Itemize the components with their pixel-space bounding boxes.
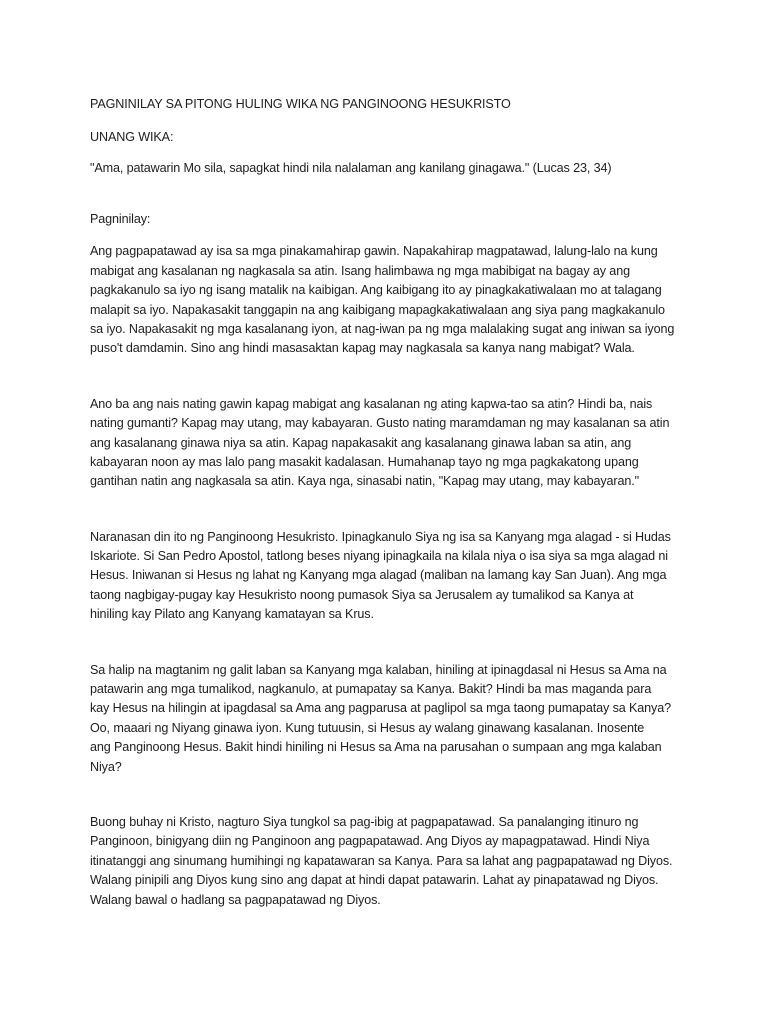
paragraph-line: itinatanggi ang sinumang humihingi ng kapatawaran sa Kanya. Para sa lahat ang pagpapatawad ng Diyos. [90,853,673,868]
paragraph-line: Sa halip na magtanim ng galit laban sa Kanyang mga kalaban, hiniling at ipinagdasal ni Hesus sa Ama na [90,662,667,677]
document-title: PAGNINILAY SA PITONG HULING WIKA NG PANGINOONG HESUKRISTO [90,97,511,111]
paragraph-line: taong nagbigay-pugay kay Hesukristo noong pumasok Siya sa Jerusalem ay tumalikod sa Kanya at [90,587,634,602]
document-body [90,95,690,910]
paragraph-line: nating gumanti? Kapag may utang, may kabayaran. Gusto nating maramdaman ng may kasalanan sa atin [90,416,670,431]
paragraph-line: kay Hesus na hilingin at ipagdasal sa Ama ang pagparusa at paglipol sa mga taong pumapatay sa Kanya? [90,701,672,716]
paragraph-line: Niya? [90,759,122,774]
paragraph-2 [90,395,690,492]
paragraph-4 [90,661,690,777]
paragraph-3 [90,528,690,625]
paragraph-line: Panginoon, binigyang diin ng Panginoon ang pagpapatawad. Ang Diyos ay mapagpatawad. Hindi Niya [90,834,650,849]
paragraph-line: ang Panginoong Hesus. Bakit hindi hiniling ni Hesus sa Ama na parusahan o sumpaan ang mga kalaban [90,740,662,755]
section-subheading: UNANG WIKA: [90,129,174,144]
paragraph-line: Ano ba ang nais nating gawin kapag mabigat ang kasalanan ng ating kapwa-tao sa atin? Hindi ba, nais [90,396,653,411]
paragraph-line: patawarin ang mga tumalikod, nagkanulo, at pumapatay sa Kanya. Bakit? Hindi ba mas maganda para [90,682,652,697]
paragraph-line: Walang pinipili ang Diyos kung sino ang dapat at hindi dapat patawarin. Lahat ay pinapatawad ng Diyos. [90,873,659,888]
paragraph-line: Naranasan din ito ng Panginoong Hesukristo. Ipinagkanulo Siya ng isa sa Kanyang mga alagad - si Hudas [90,529,671,544]
paragraph-line: gantihan natin ang nagkasala sa atin. Kaya nga, sinasabi natin, "Kapag may utang, may kabayaran." [90,474,640,489]
paragraph-1 [90,242,690,358]
paragraph-line: Oo, maaari ng Niyang ginawa iyon. Kung tutuusin, si Hesus ay walang ginawang kasalanan. Inosente [90,720,645,735]
paragraph-line: puso't damdamin. Sino ang hindi masasaktan kapag may nagkasala sa kanya nang mabigat? Wala. [90,341,635,356]
paragraph-line: Buong buhay ni Kristo, nagturo Siya tungkol sa pag-ibig at pagpapatawad. Sa panalanging itinuro ng [90,814,639,829]
paragraph-line: malapit sa iyo. Napakasakit tanggapin na ang kaibigang mapagkakatiwalaan ang siya pang magkakanulo [90,302,665,317]
scripture-verse: "Ama, patawarin Mo sila, sapagkat hindi nila nalalaman ang kanilang ginagawa." (Lucas 23, 34) [90,161,612,176]
paragraph-line: Walang bawal o hadlang sa pagpapatawad ng Diyos. [90,892,381,907]
section-label: Pagninilay: [90,211,151,226]
paragraph-line: pagkakanulo sa iyo ng isang matalik na kaibigan. Ang kaibigang ito ay pinagkakatiwalaan mo at talagang [90,283,662,298]
paragraph-line: sa iyo. Napakasakit ng mga kasalanang iyon, at nag-iwan pa ng mga malalaking sugat ang iniwan sa iyong [90,321,675,336]
paragraph-5 [90,813,690,910]
paragraph-line: ang kasalanang ginawa niya sa atin. Kapag napakasakit ang kasalanang ginawa laban sa atin, ang [90,435,632,450]
paragraph-line: hiniling kay Pilato ang Kanyang kamatayan sa Krus. [90,607,374,622]
paragraph-line: kabayaran noon ay mas lalo pang masakit kadalasan. Humahanap tayo ng mga pagkakatong upang [90,454,639,469]
paragraph-line: Hesus. Iniwanan si Hesus ng lahat ng Kanyang mga alagad (maliban na lamang kay San Juan). Ang mga [90,568,667,583]
paragraph-line: Iskariote. Si San Pedro Apostol, tatlong beses niyang ipinagkaila na kilala niya o isa siya sa mga alagad ni [90,549,668,564]
paragraph-line: mabigat ang kasalanan ng nagkasala sa atin. Isang halimbawa ng mga mabibigat na bagay ay ang [90,263,630,278]
paragraph-line: Ang pagpapatawad ay isa sa mga pinakamahirap gawin. Napakahirap magpatawad, lalung-lalo na kung [90,244,658,259]
